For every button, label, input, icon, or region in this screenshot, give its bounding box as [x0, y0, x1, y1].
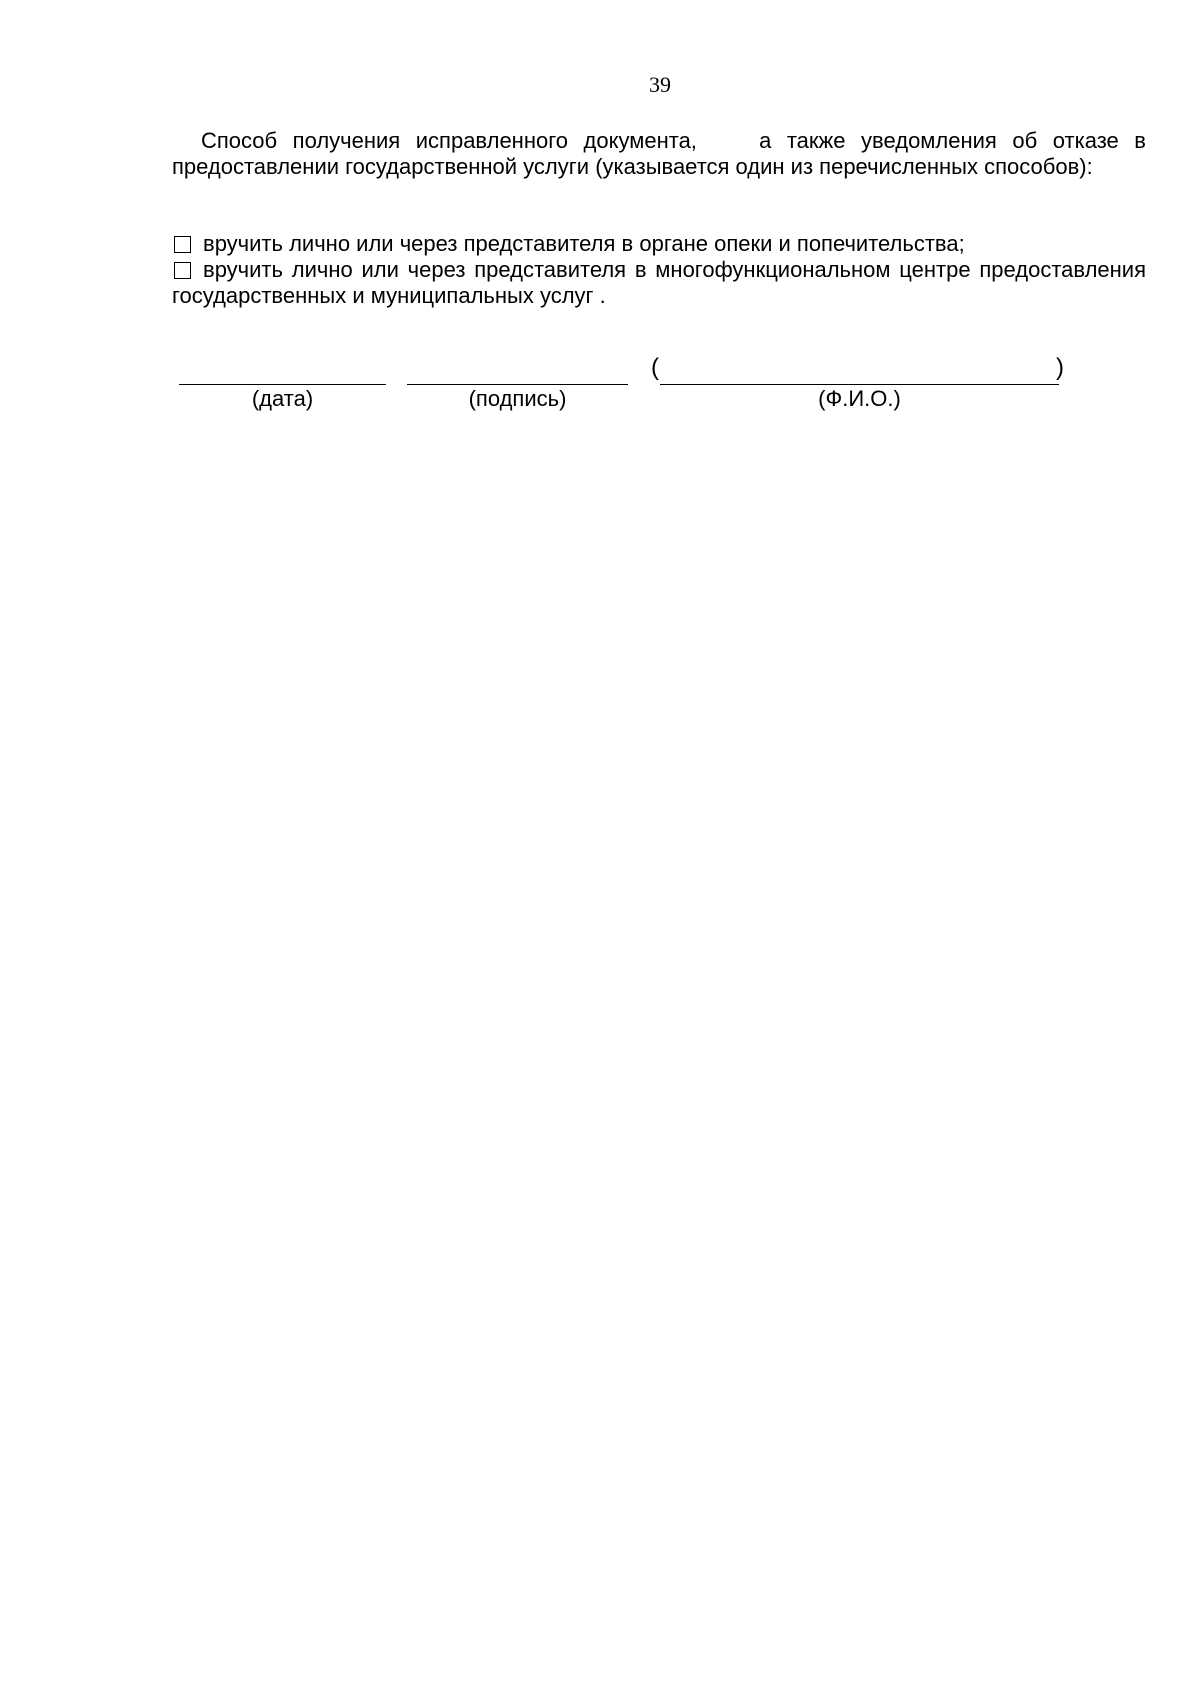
- signature-caption: (подпись): [468, 386, 567, 411]
- intro-paragraph: Способ получения исправленного документа, а также уведомления об отказе в предоставлении государственной услуги (указывается один из перечисленных способов):: [172, 128, 1153, 179]
- signature-line[interactable]: [407, 384, 628, 385]
- name-caption: (Ф.И.О.): [818, 386, 901, 411]
- checkbox-guardianship-authority[interactable]: [174, 236, 191, 253]
- checkbox-multifunctional-center[interactable]: [174, 262, 191, 279]
- option-label: вручить лично или через представителя в многофункциональном центре предоставления государственных и муниципальных услуг .: [172, 257, 1146, 308]
- option-multifunctional-center[interactable]: [172, 257, 1146, 309]
- option-guardianship-authority[interactable]: [172, 231, 1146, 257]
- option-label: вручить лично или через представителя в органе опеки и попечительства;: [203, 231, 965, 256]
- name-close-paren: ): [1056, 354, 1064, 381]
- name-line[interactable]: [660, 384, 1059, 385]
- page-number: 39: [649, 72, 671, 97]
- name-open-paren: (: [651, 354, 659, 381]
- date-caption: (дата): [251, 386, 314, 411]
- date-line[interactable]: [179, 384, 386, 385]
